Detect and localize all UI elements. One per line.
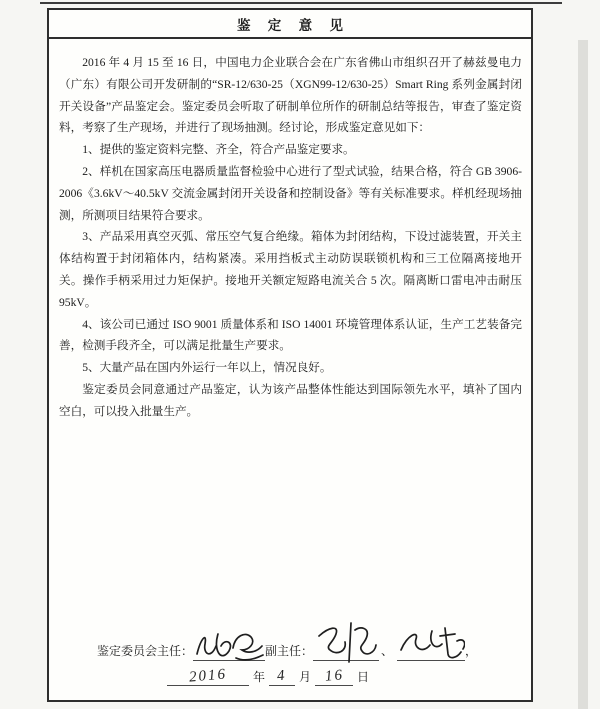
vice-chairman-signature-1 [313, 630, 379, 661]
date-year-slot [167, 667, 249, 686]
vice-chairman-signature-1-scribble [313, 620, 379, 666]
year-unit-label: 年 [253, 670, 266, 684]
day-unit-label: 日 [357, 670, 370, 684]
paragraph-item-1: 1、提供的鉴定资料完整、齐全，符合产品鉴定要求。 [82, 143, 355, 157]
scan-edge-line [40, 2, 562, 4]
handwritten-day: 16 [323, 667, 345, 685]
paragraph-item-5: 5、大量产品在国内外运行一年以上，情况良好。 [82, 361, 332, 375]
paragraph-item-2: 2、样机在国家高压电器质量监督检验中心进行了型式试验，结果合格，符合 GB 3906-2006《3.6kV～40.5kV 交流金属封闭开关设备和控制设备》等有关标准要求。样机经现场抽测，所测项目结果符合要求。 [59, 164, 522, 222]
chairman-signature [193, 630, 265, 661]
paragraph-item-3: 3、产品采用真空灭弧、常压空气复合绝缘。箱体为封闭结构，下设过滤装置，开关主体结构置于封闭箱体内，结构紧凑。采用挡板式主动防误联锁机构和三工位隔离接地开关。操作手柄采用过力矩保护。接地开关额定短路电流关合 5 次。隔离断口雷电冲击耐压 95kV。 [59, 230, 522, 309]
date-day-slot [315, 667, 353, 686]
vice-chairman-signature-2-scribble [397, 624, 465, 666]
signature-separator: 、 [381, 644, 394, 658]
vice-chairman-signature-2 [397, 630, 465, 661]
paragraph-intro: 2016 年 4 月 15 至 16 日，中国电力企业联合会在广东省佛山市组织召开了赫兹曼电力（广东）有限公司开发研制的“SR-12/630-25（XGN99-12/630-25）Smart Ring 系列金属封闭开关设备”产品鉴定会。鉴定委员会听取了研制单位所作的研制总结等报告，审查了鉴定资料，考察了生产现场，并进行了现场抽测。经讨论，形成鉴定意见如下： [59, 56, 522, 135]
signature-row [97, 627, 531, 661]
signature-area [49, 627, 531, 686]
appraisal-opinion-table [47, 8, 533, 702]
section-title-row [49, 10, 531, 39]
page-title: 鉴 定 意 见 [236, 17, 351, 33]
signature-trailing-mark: ， [465, 644, 478, 658]
date-month-slot [269, 667, 295, 686]
scan-shadow [578, 40, 588, 709]
vice-chairman-label: 副主任： [265, 644, 314, 658]
date-line [167, 667, 531, 686]
paragraph-item-4: 4、该公司已通过 ISO 9001 质量体系和 ISO 14001 环境管理体系认证，生产工艺装备完善，检测手段齐全，可以满足批量生产要求。 [59, 317, 522, 353]
handwritten-month: 4 [276, 667, 288, 685]
chairman-signature-scribble [193, 626, 265, 666]
opinion-body [49, 39, 531, 423]
chairman-label: 鉴定委员会主任： [97, 644, 194, 658]
handwritten-year: 2016 [188, 666, 228, 686]
paragraph-conclusion: 鉴定委员会同意通过产品鉴定，认为该产品整体性能达到国际领先水平，填补了国内空白，可以投入批量生产。 [59, 382, 522, 418]
month-unit-label: 月 [299, 670, 312, 684]
